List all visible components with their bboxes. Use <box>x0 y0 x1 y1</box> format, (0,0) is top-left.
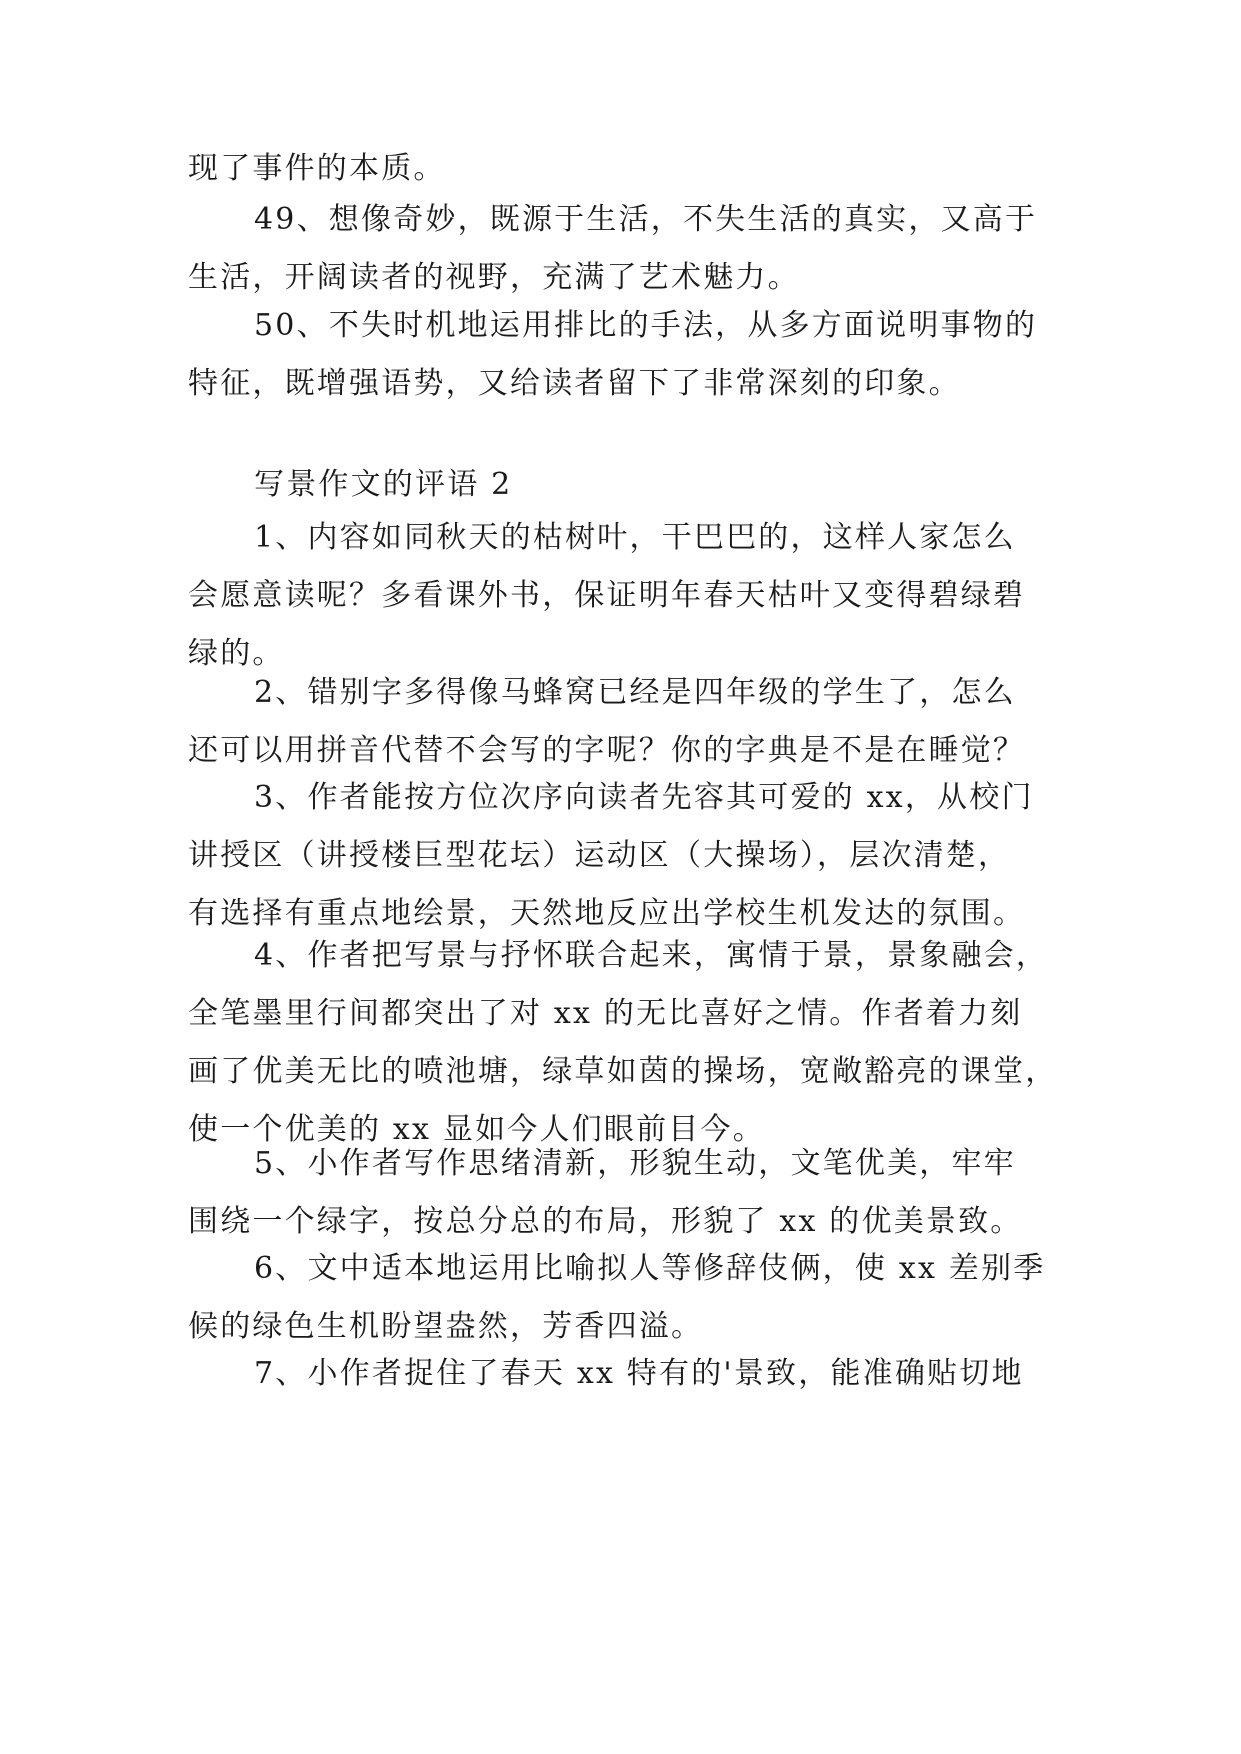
text-line: 49、想像奇妙，既源于生活，不失生活的真实，又高于 <box>254 202 1038 237</box>
text-line: 1、内容如同秋天的枯树叶，干巴巴的，这样人家怎么 <box>254 520 1016 555</box>
comment-7 <box>188 1345 1060 1403</box>
text-line: 生活，开阔读者的视野，充满了艺术魅力。 <box>188 260 800 295</box>
section-title: 写景作文的评语 2 <box>254 467 513 502</box>
paragraph-continuation <box>188 140 1060 198</box>
comment-50 <box>188 297 1060 413</box>
text-line: 使一个优美的 xx 显如今人们眼前目今。 <box>188 1112 765 1147</box>
comment-3 <box>188 769 1060 943</box>
text-line: 有选择有重点地绘景，天然地反应出学校生机发达的氛围。 <box>188 896 1026 931</box>
text-line: 特征，既增强语势，又给读者留下了非常深刻的印象。 <box>188 366 961 401</box>
comment-2 <box>188 664 1060 780</box>
comment-6 <box>188 1240 1060 1356</box>
section-heading <box>188 456 1060 514</box>
text-line: 讲授区（讲授楼巨型花坛）运动区（大操场），层次清楚， <box>188 838 1011 873</box>
text-line: 4、作者把写景与抒怀联合起来，寓情于景，景象融会， <box>254 938 1049 973</box>
text-line: 现了事件的本质。 <box>188 151 446 186</box>
text-line: 2、错别字多得像马蜂窝已经是四年级的学生了，怎么 <box>254 675 1016 710</box>
text-line: 会愿意读呢？多看课外书，保证明年春天枯叶又变得碧绿碧 <box>188 578 1026 613</box>
comment-4 <box>188 927 1060 1159</box>
text-line: 还可以用拼音代替不会写的字呢？你的字典是不是在睡觉？ <box>188 733 1026 768</box>
text-line: 围绕一个绿字，按总分总的布局，形貌了 xx 的优美景致。 <box>188 1204 1023 1239</box>
text-line: 绿的。 <box>188 636 285 671</box>
text-line: 候的绿色生机盼望盎然，芳香四溢。 <box>188 1309 704 1344</box>
text-line: 3、作者能按方位次序向读者先容其可爱的 xx，从校门 <box>254 780 1034 815</box>
text-line: 50、不失时机地运用排比的手法，从多方面说明事物的 <box>254 308 1038 343</box>
comment-5 <box>188 1135 1060 1251</box>
text-line: 7、小作者捉住了春天 xx 特有的'景致，能准确贴切地 <box>254 1356 1024 1391</box>
comment-1 <box>188 509 1060 683</box>
text-line: 6、文中适本地运用比喻拟人等修辞伎俩，使 xx 差别季 <box>254 1251 1046 1286</box>
text-line: 5、小作者写作思绪清新，形貌生动，文笔优美，牢牢 <box>254 1146 1016 1181</box>
text-line: 全笔墨里行间都突出了对 xx 的无比喜好之情。作者着力刻 <box>188 996 1023 1031</box>
text-line: 画了优美无比的喷池塘，绿草如茵的操场，宽敞豁亮的课堂， <box>188 1054 1058 1089</box>
comment-49 <box>188 191 1060 307</box>
